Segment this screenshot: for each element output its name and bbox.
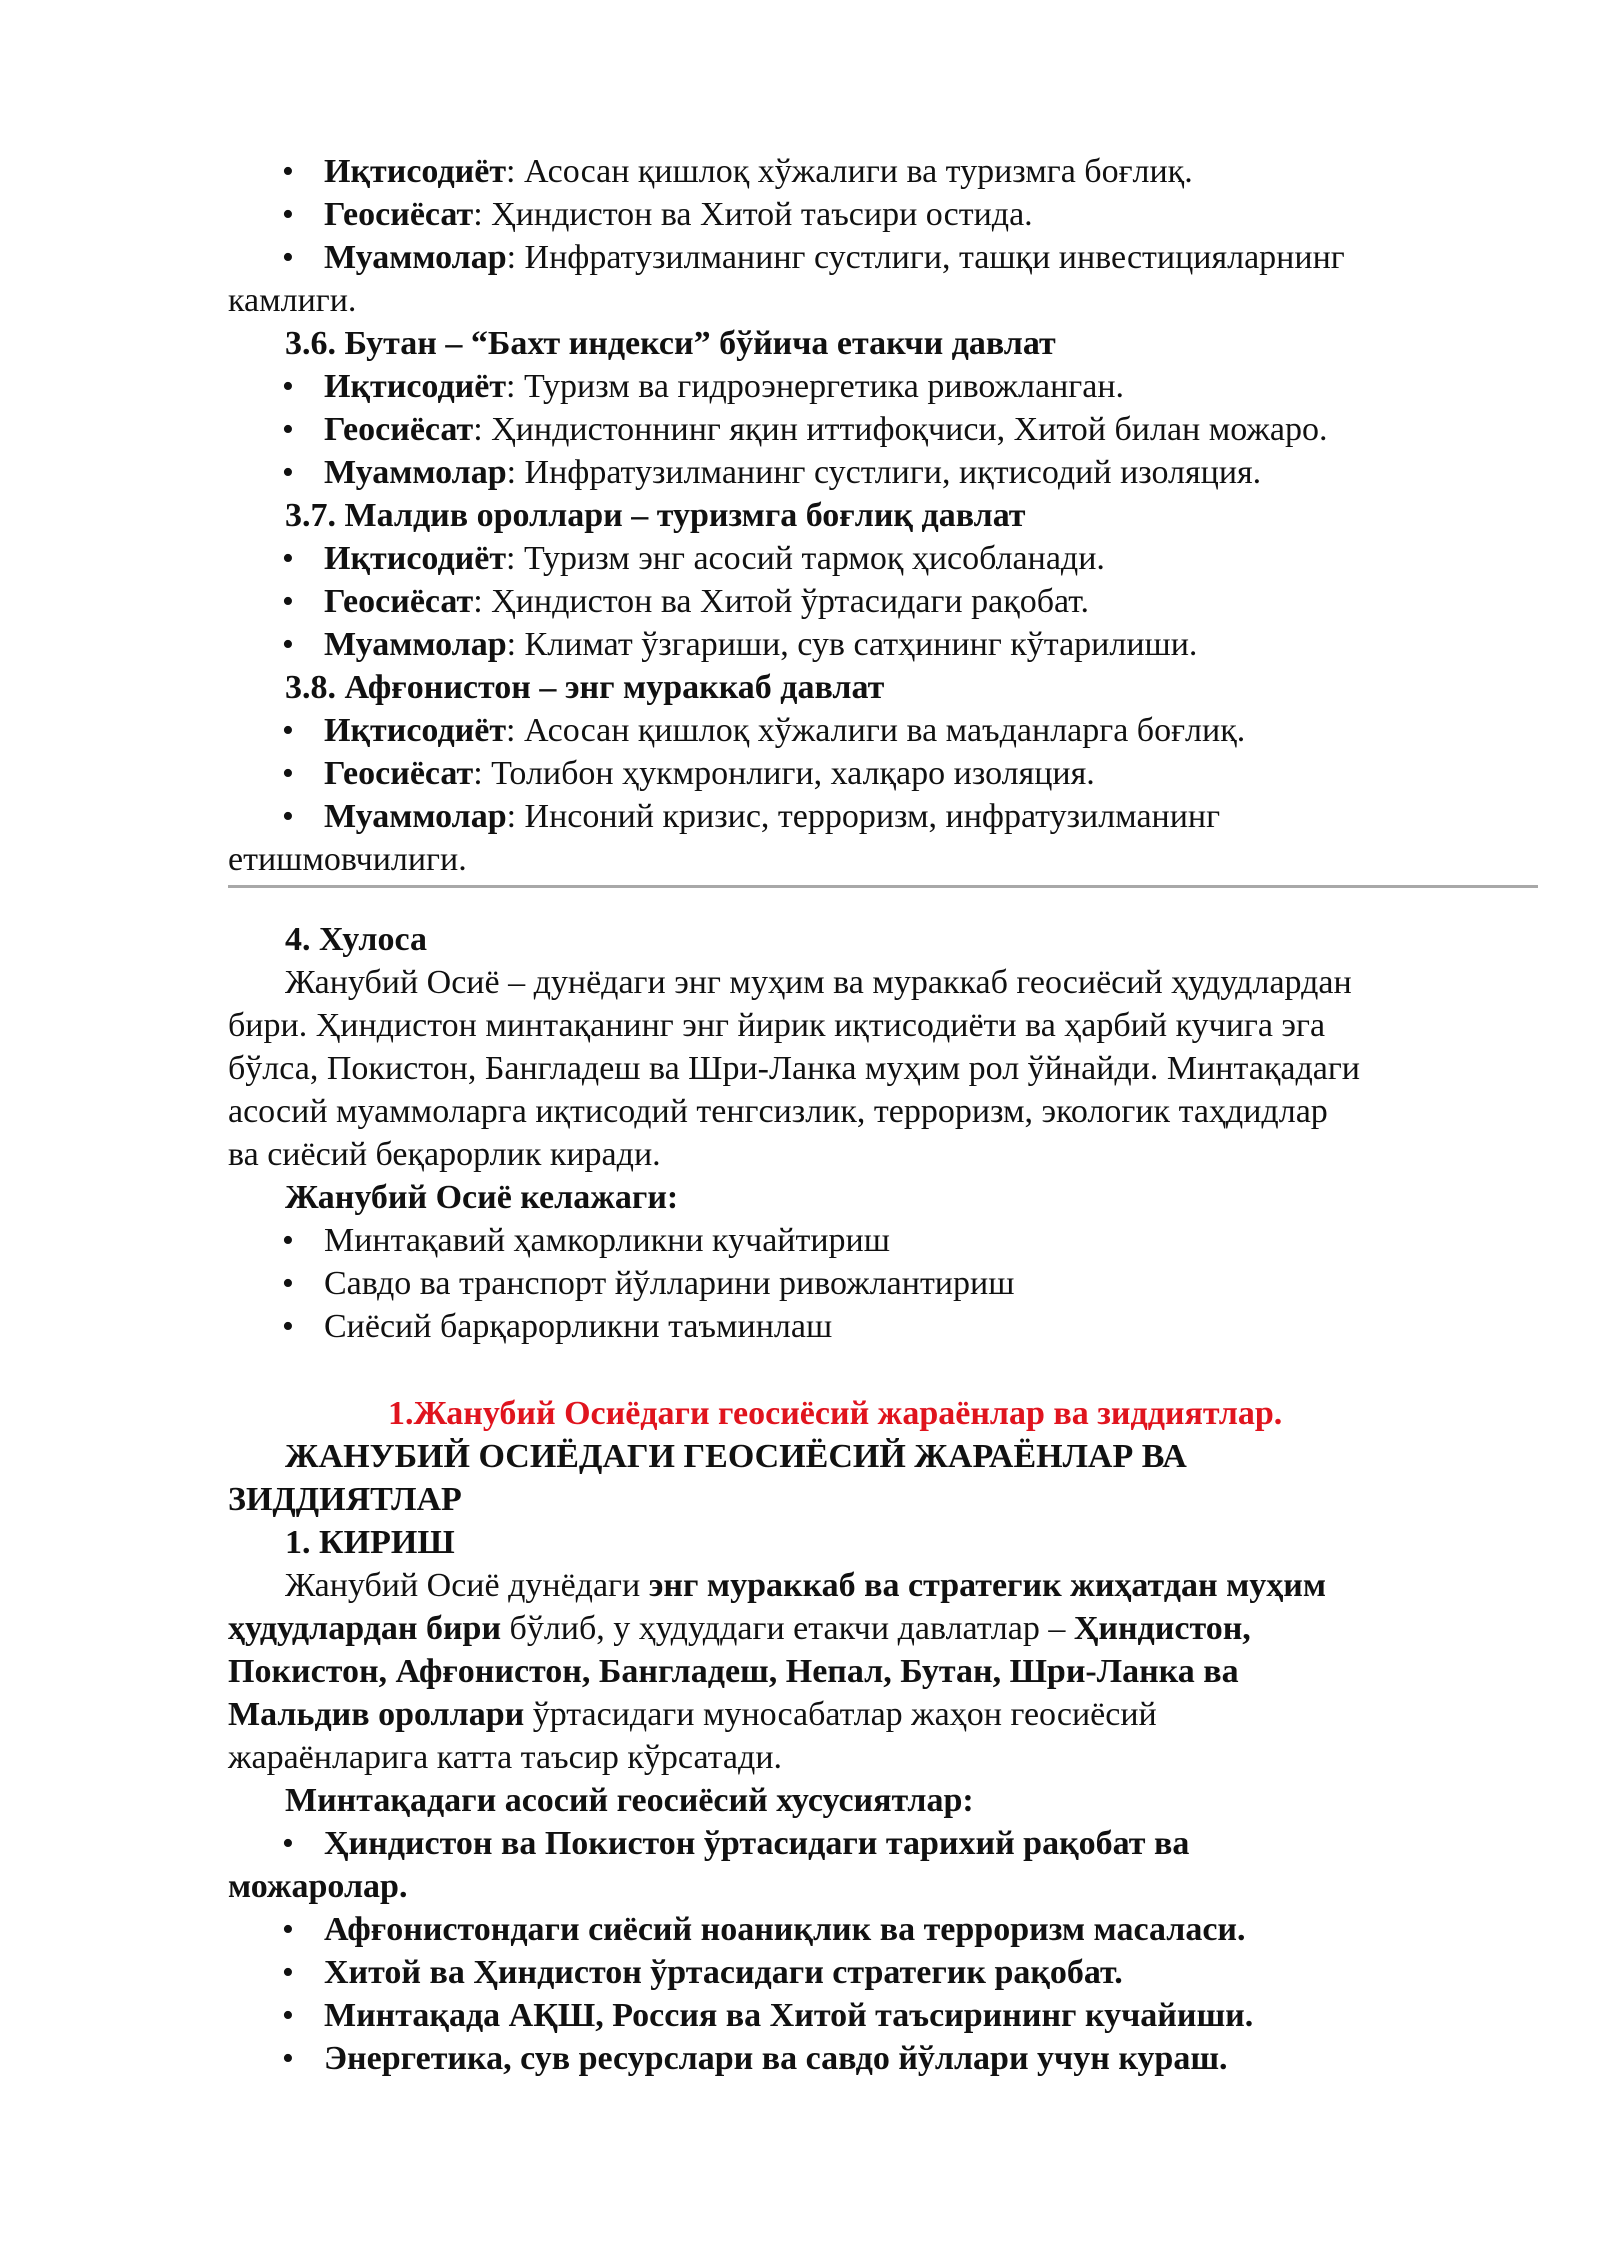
list-item xyxy=(228,365,1538,408)
section-heading-text: 3.7. Малдив ороллари – туризмга боғлиқ давлат xyxy=(285,497,1026,534)
item-text: : Инсоний кризис, терроризм, инфратузилманинг xyxy=(506,798,1221,835)
list-item-continuation: камлиги. xyxy=(228,282,357,319)
bullet: • xyxy=(282,153,294,190)
item-text: : Климат ўзгариши, сув сатҳининг кўтарилиши. xyxy=(506,626,1198,663)
term-label: Муаммолар xyxy=(324,798,507,835)
section-heading xyxy=(228,666,1538,709)
conclusion-heading-text: 4. Хулоса xyxy=(285,921,427,958)
list-item xyxy=(228,795,1538,838)
list-item xyxy=(228,1994,1538,2037)
main-title-line xyxy=(228,1435,1538,1478)
text-run-bold: Ҳиндистон, xyxy=(1073,1610,1251,1647)
list-item xyxy=(228,408,1538,451)
section-heading-text: 3.8. Афғонистон – энг мураккаб давлат xyxy=(285,669,885,706)
section-heading xyxy=(228,322,1538,365)
list-item-continuation: етишмовчилиги. xyxy=(228,841,467,878)
item-text: Энергетика, сув ресурслари ва савдо йўллари учун кураш. xyxy=(324,2040,1228,2077)
bullet: • xyxy=(282,583,294,620)
item-text: : Ҳиндистоннинг яқин иттифоқчиси, Хитой билан можаро. xyxy=(473,411,1328,448)
bullet: • xyxy=(282,454,294,491)
paragraph-line: асосий муаммоларга иқтисодий тенгсизлик, терроризм, экологик таҳдидлар xyxy=(228,1093,1328,1130)
bullet: • xyxy=(282,239,294,276)
text-run-bold: Мальдив ороллари xyxy=(228,1696,525,1733)
item-text: : Асосан қишлоқ хўжалиги ва маъданларга боғлиқ. xyxy=(506,712,1246,749)
paragraph-line: бўлса, Покистон, Бангладеш ва Шри-Ланка муҳим рол ўйнайди. Минтақадаги xyxy=(228,1050,1360,1087)
text-run: ўртасидаги муносабатлар жаҳон геосиёсий xyxy=(524,1696,1157,1733)
list-item xyxy=(228,193,1538,236)
bullet: • xyxy=(282,1308,294,1345)
item-text: : Асосан қишлоқ хўжалиги ва туризмга боғлиқ. xyxy=(506,153,1193,190)
list-item-continuation xyxy=(228,1865,1538,1908)
text-run-bold: ҳудудлардан бири xyxy=(228,1610,502,1647)
item-text: можаролар. xyxy=(228,1868,408,1905)
bullet: • xyxy=(282,1911,294,1948)
bullet: • xyxy=(282,196,294,233)
item-text: Ҳиндистон ва Покистон ўртасидаги тарихий рақобат ва xyxy=(324,1825,1190,1862)
list-item xyxy=(228,709,1538,752)
intro-heading xyxy=(228,1521,1538,1564)
bullet: • xyxy=(282,1825,294,1862)
bullet: • xyxy=(282,1954,294,1991)
bullet: • xyxy=(282,1222,294,1259)
term-label: Геосиёсат xyxy=(324,755,474,792)
paragraph-line: ва сиёсий беқарорлик киради. xyxy=(228,1136,661,1173)
text-run: бўлиб, у ҳудуддаги етакчи давлатлар – xyxy=(501,1610,1074,1647)
red-section-title: 1.Жанубий Осиёдаги геосиёсий жараёнлар ва зиддиятлар. xyxy=(388,1395,1283,1432)
term-label: Муаммолар xyxy=(324,626,507,663)
paragraph-line xyxy=(228,1564,1538,1607)
item-text: Афғонистондаги сиёсий ноаниқлик ва терроризм масаласи. xyxy=(324,1911,1246,1948)
term-label: Иқтисодиёт xyxy=(324,712,507,749)
bullet: • xyxy=(282,626,294,663)
list-item xyxy=(228,752,1538,795)
features-heading xyxy=(228,1779,1538,1822)
main-title-line xyxy=(228,1478,1538,1521)
item-text: : Ҳиндистон ва Хитой таъсири остида. xyxy=(473,196,1033,233)
section-heading-text: 3.6. Бутан – “Бахт индекси” бўйича етакчи давлат xyxy=(285,325,1056,362)
bullet: • xyxy=(282,798,294,835)
item-text: : Ҳиндистон ва Хитой ўртасидаги рақобат. xyxy=(473,583,1090,620)
list-item xyxy=(228,1908,1538,1951)
list-item xyxy=(228,1219,1538,1262)
item-text: : Толибон ҳукмронлиги, халқаро изоляция. xyxy=(473,755,1095,792)
spacer xyxy=(228,1348,1538,1392)
term-label: Иқтисодиёт xyxy=(324,368,507,405)
list-item xyxy=(228,451,1538,494)
main-title-text: ЗИДДИЯТЛАР xyxy=(228,1481,462,1518)
bullet: • xyxy=(282,411,294,448)
conclusion-heading xyxy=(228,918,1538,961)
item-text: : Туризм энг асосий тармоқ ҳисобланади. xyxy=(506,540,1105,577)
item-text: : Туризм ва гидроэнергетика ривожланган. xyxy=(506,368,1125,405)
intro-heading-text: 1. КИРИШ xyxy=(285,1524,455,1561)
future-heading xyxy=(228,1176,1538,1219)
term-label: Иқтисодиёт xyxy=(324,540,507,577)
list-item xyxy=(228,236,1538,279)
list-item xyxy=(228,1262,1538,1305)
text-run-bold: Покистон, Афғонистон, Бангладеш, Непал, Бутан, Шри-Ланка ва xyxy=(228,1653,1239,1690)
future-heading-text: Жанубий Осиё келажаги: xyxy=(285,1179,679,1216)
item-text: : Инфратузилманинг сустлиги, иқтисодий изоляция. xyxy=(506,454,1262,491)
paragraph-line: Жанубий Осиё – дунёдаги энг муҳим ва мураккаб геосиёсий ҳудудлардан xyxy=(285,964,1352,1001)
list-item xyxy=(228,623,1538,666)
term-label: Муаммолар xyxy=(324,454,507,491)
list-item xyxy=(228,1951,1538,1994)
item-text: Савдо ва транспорт йўлларини ривожлантириш xyxy=(324,1265,1015,1302)
list-item xyxy=(228,1822,1538,1865)
document-body xyxy=(228,150,1538,2080)
main-title-text: ЖАНУБИЙ ОСИЁДАГИ ГЕОСИЁСИЙ ЖАРАЁНЛАР ВА xyxy=(285,1438,1187,1475)
list-item xyxy=(228,537,1538,580)
list-item xyxy=(228,2037,1538,2080)
paragraph-line xyxy=(228,1693,1538,1736)
item-text: : Инфратузилманинг сустлиги, ташқи инвестицияларнинг xyxy=(506,239,1345,276)
term-label: Геосиёсат xyxy=(324,583,474,620)
paragraph-line xyxy=(228,1650,1538,1693)
bullet: • xyxy=(282,1997,294,2034)
features-heading-text: Минтақадаги асосий геосиёсий хусусиятлар: xyxy=(285,1782,974,1819)
term-label: Геосиёсат xyxy=(324,411,474,448)
bullet: • xyxy=(282,755,294,792)
text-run-bold: энг мураккаб ва стратегик жиҳатдан муҳим xyxy=(648,1567,1326,1604)
paragraph-line: бири. Ҳиндистон минтақанинг энг йирик иқтисодиёти ва ҳарбий кучига эга xyxy=(228,1007,1326,1044)
spacer xyxy=(228,888,1538,918)
list-item xyxy=(228,1305,1538,1348)
term-label: Геосиёсат xyxy=(324,196,474,233)
bullet: • xyxy=(282,2040,294,2077)
list-item xyxy=(228,150,1538,193)
bullet: • xyxy=(282,1265,294,1302)
paragraph-line: жараёнларига катта таъсир кўрсатади. xyxy=(228,1739,783,1776)
term-label: Иқтисодиёт xyxy=(324,153,507,190)
bullet: • xyxy=(282,368,294,405)
item-text: Хитой ва Ҳиндистон ўртасидаги стратегик рақобат. xyxy=(324,1954,1123,1991)
section-heading xyxy=(228,494,1538,537)
bullet: • xyxy=(282,540,294,577)
item-text: Минтақада АҚШ, Россия ва Хитой таъсирининг кучайиши. xyxy=(324,1997,1254,2034)
term-label: Муаммолар xyxy=(324,239,507,276)
text-run: Жанубий Осиё дунёдаги xyxy=(285,1567,649,1604)
paragraph-line xyxy=(228,1607,1538,1650)
item-text: Минтақавий ҳамкорликни кучайтириш xyxy=(324,1222,890,1259)
bullet: • xyxy=(282,712,294,749)
list-item xyxy=(228,580,1538,623)
item-text: Сиёсий барқарорликни таъминлаш xyxy=(324,1308,833,1345)
